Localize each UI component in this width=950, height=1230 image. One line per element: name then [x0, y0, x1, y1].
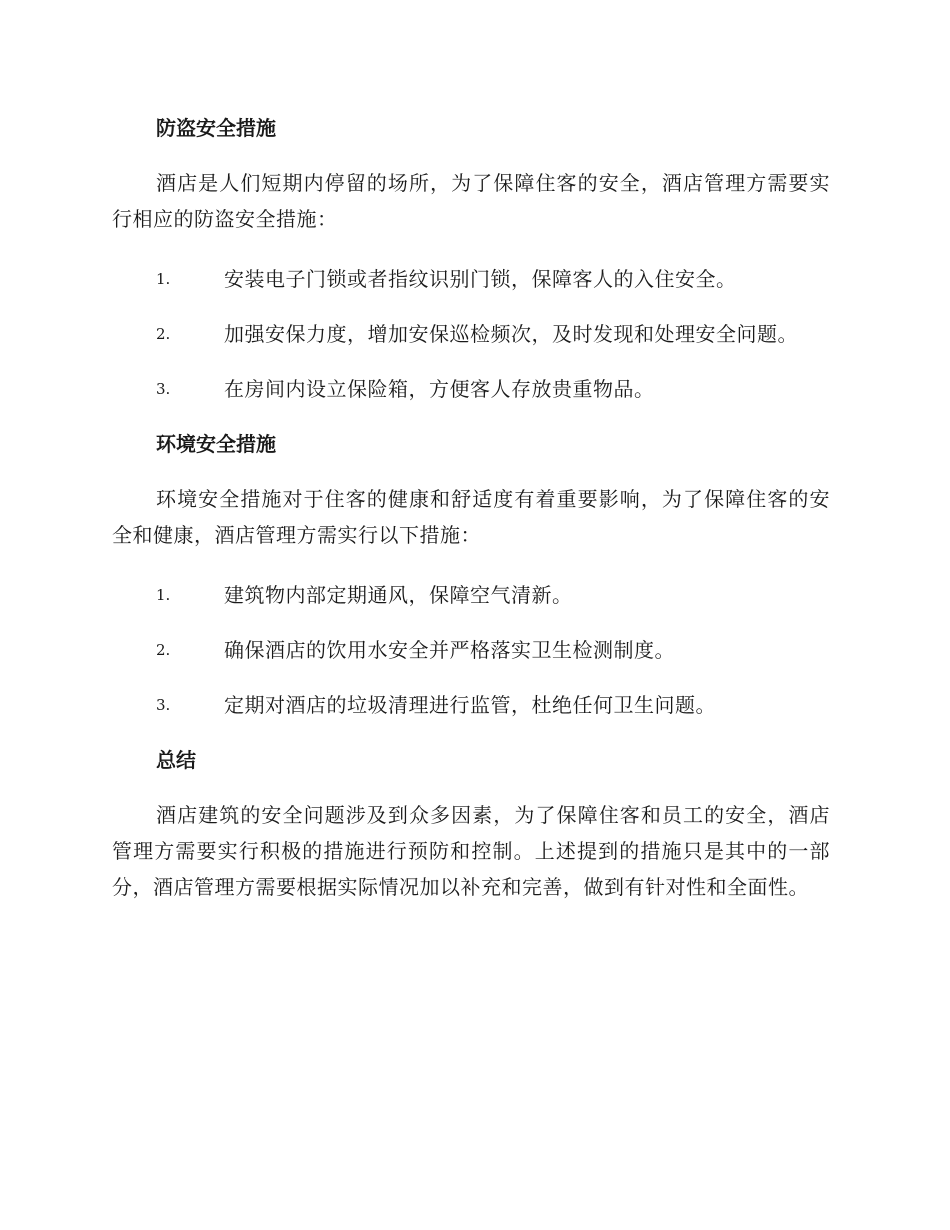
list-item — [112, 374, 830, 404]
list-text: 建筑物内部定期通风，保障空气清新。 — [224, 583, 573, 607]
section-heading: 环境安全措施 — [156, 432, 276, 456]
section-summary — [112, 746, 830, 774]
section-paragraph: 酒店是人们短期内停留的场所，为了保障住客的安全，酒店管理方需要实行相应的防盗安全措施： — [112, 171, 830, 231]
list-text: 在房间内设立保险箱，方便客人存放贵重物品。 — [224, 377, 655, 401]
section-environment-body — [112, 481, 830, 553]
list-number: 3. — [156, 380, 171, 398]
section-heading: 总结 — [156, 748, 196, 772]
list-number: 3. — [156, 696, 171, 714]
list-text: 加强安保力度，增加安保巡检频次，及时发现和处理安全问题。 — [224, 322, 798, 346]
list-item — [112, 319, 830, 349]
list-number: 1. — [156, 586, 171, 604]
list-text: 安装电子门锁或者指纹识别门锁，保障客人的入住安全。 — [224, 267, 737, 291]
list-text: 定期对酒店的垃圾清理进行监管，杜绝任何卫生问题。 — [224, 693, 716, 717]
section-environment — [112, 430, 830, 458]
section-heading: 防盗安全措施 — [156, 116, 276, 140]
list-item — [112, 580, 830, 610]
section-paragraph: 酒店建筑的安全问题涉及到众多因素，为了保障住客和员工的安全，酒店管理方需要实行积极的措施进行预防和控制。上述提到的措施只是其中的一部分，酒店管理方需要根据实际情况加以补充和完善，做到有针对性和全面性。 — [112, 803, 830, 899]
section-summary-body — [112, 797, 830, 905]
section-anti-theft-body — [112, 165, 830, 237]
list-item — [112, 264, 830, 294]
list-number: 1. — [156, 270, 171, 288]
section-anti-theft — [112, 114, 830, 142]
list-number: 2. — [156, 325, 171, 343]
section-paragraph: 环境安全措施对于住客的健康和舒适度有着重要影响，为了保障住客的安全和健康，酒店管理方需实行以下措施： — [112, 487, 830, 547]
list-text: 确保酒店的饮用水安全并严格落实卫生检测制度。 — [224, 638, 675, 662]
list-number: 2. — [156, 641, 171, 659]
list-item — [112, 635, 830, 665]
list-item — [112, 690, 830, 720]
